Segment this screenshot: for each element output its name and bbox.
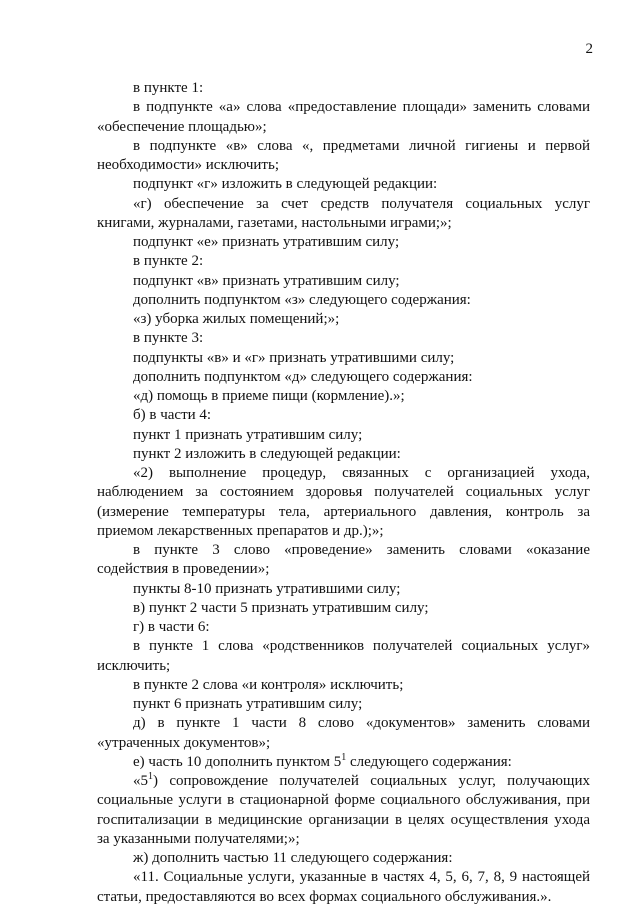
paragraph: пункт 6 признать утратившим силу;	[133, 696, 363, 712]
paragraph: в подпункте «а» слова «предоставление площади» заменить словами «обеспечение площадью»;	[97, 99, 590, 135]
superscript: 1	[148, 771, 153, 782]
document-body	[97, 79, 590, 907]
paragraph: «з) уборка жилых помещений;»;	[133, 311, 340, 327]
paragraph-text: «5	[133, 773, 148, 789]
paragraph: в пункте 3 слово «проведение» заменить словами «оказание содействия в проведении»;	[97, 542, 590, 578]
paragraph: «11. Социальные услуги, указанные в частях 4, 5, 6, 7, 8, 9 настоящей статьи, предоставляются во всех формах социального обслуживания.».	[97, 869, 590, 905]
paragraph: в пункте 1 слова «родственников получателей социальных услуг» исключить;	[97, 638, 590, 674]
paragraph: в пункте 1:	[133, 80, 204, 96]
paragraph: подпункт «е» признать утратившим силу;	[133, 234, 400, 250]
paragraph: «2) выполнение процедур, связанных с организацией ухода, наблюдением за состоянием здоровья получателей социальных услуг (измерение температуры тела, артериального давления, контроль за приемом лекарственных препаратов и др.);»;	[97, 465, 590, 539]
paragraph: в пункте 2:	[133, 253, 204, 270]
paragraph	[97, 772, 590, 849]
paragraph: «г) обеспечение за счет средств получателя социальных услуг книгами, журналами, газетами, настольными играми;»;	[97, 195, 590, 231]
paragraph: дополнить подпунктом «з» следующего содержания:	[133, 291, 471, 308]
paragraph: подпункты «в» и «г» признать утратившими силу;	[133, 349, 455, 366]
paragraph: ж) дополнить частью 11 следующего содержания:	[133, 850, 453, 866]
paragraph-text: ) сопровождение получателей социальных услуг, получающих социальные услуги в стационарной форме социального обслуживания, при госпитализации в медицинские организации в целях осуществления ухода за указанными получателями;»;	[97, 773, 590, 847]
paragraph: в) пункт 2 части 5 признать утратившим силу;	[133, 599, 429, 616]
paragraph: г) в части 6:	[133, 619, 210, 635]
superscript: 1	[341, 751, 347, 763]
paragraph: б) в части 4:	[133, 407, 212, 424]
paragraph: в подпункте «в» слова «, предметами личной гигиены и первой необходимости» исключить;	[97, 137, 590, 173]
paragraph-text: следующего содержания:	[346, 753, 512, 770]
paragraph: подпункт «в» признать утратившим силу;	[133, 272, 400, 289]
paragraph: пункт 1 признать утратившим силу;	[133, 426, 363, 443]
paragraph	[97, 753, 590, 772]
paragraph: д) в пункте 1 части 8 слово «документов» заменить словами «утраченных документов»;	[97, 715, 590, 751]
paragraph: подпункт «г» изложить в следующей редакции:	[133, 176, 438, 193]
paragraph-text: е) часть 10 дополнить пунктом 5	[133, 753, 342, 770]
paragraph: пункт 2 изложить в следующей редакции:	[133, 445, 401, 462]
page-number: 2	[585, 41, 593, 57]
paragraph: «д) помощь в приеме пищи (кормление).»;	[133, 388, 405, 404]
paragraph: дополнить подпунктом «д» следующего содержания:	[133, 368, 473, 385]
paragraph: в пункте 2 слова «и контроля» исключить;	[133, 676, 404, 693]
paragraph: пункты 8-10 признать утратившими силу;	[133, 580, 401, 597]
paragraph: в пункте 3:	[133, 330, 204, 347]
